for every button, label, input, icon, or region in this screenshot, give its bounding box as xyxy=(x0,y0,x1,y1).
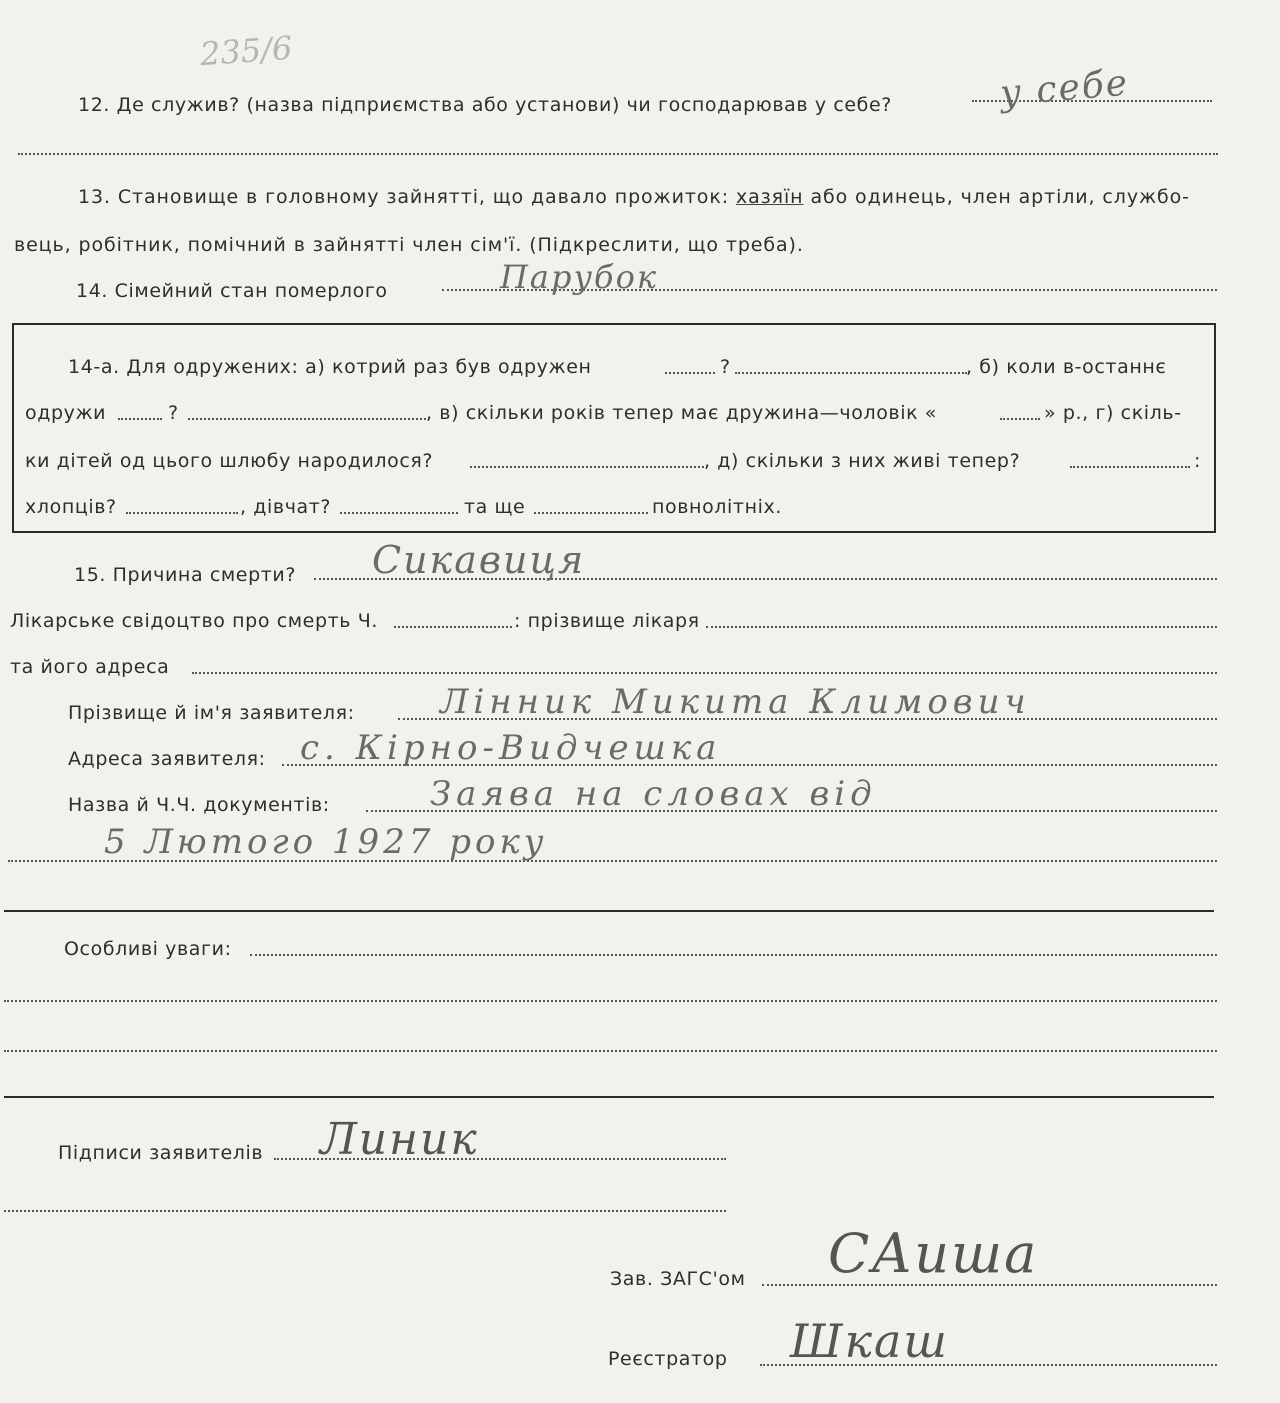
applicant-name-handwriting: Лінник Микита Климович xyxy=(440,682,1031,722)
doctor-name-label: : прізвище лікаря xyxy=(514,610,700,632)
q14a-line2-c: , в) скільки років тепер має дружина—чоловік « xyxy=(426,402,938,424)
registrar-label: Реєстратор xyxy=(608,1348,728,1370)
doctor-address-label: та його адреса xyxy=(10,656,170,678)
q14a-line2-field3 xyxy=(1000,418,1040,420)
q14a-line4-b: , дівчат? xyxy=(240,496,332,518)
q14a-line4-c: та ще xyxy=(464,496,526,518)
section-divider-1 xyxy=(4,910,1214,912)
q14a-line3-c: : xyxy=(1194,450,1202,472)
head-of-registry-label: Зав. ЗАГС'ом xyxy=(610,1268,746,1290)
q12-answer-handwriting: у себе xyxy=(998,62,1131,115)
q12-continuation-line xyxy=(18,153,1218,155)
q14a-line3-b: , д) скільки з них живі тепер? xyxy=(704,450,1021,472)
q14a-line3-a: ки дітей од цього шлюбу народилося? xyxy=(25,450,434,472)
q15-answer-handwriting: Сикавиця xyxy=(372,538,586,582)
q14a-line2-field2 xyxy=(188,418,426,420)
remarks-line-1 xyxy=(250,954,1217,956)
q14a-line2-q: ? xyxy=(168,402,179,424)
documents-handwriting-2: 5 Лютого 1927 року xyxy=(104,822,548,862)
q14a-line4-field2 xyxy=(340,512,458,514)
applicants-signature-line-2 xyxy=(4,1210,726,1212)
documents-handwriting-1: Заява на словах від xyxy=(430,774,877,814)
q14a-line2-field1 xyxy=(118,418,162,420)
q14a-line2-d: » р., г) скіль- xyxy=(1044,402,1182,424)
q14a-married-box xyxy=(12,323,1216,533)
applicants-signatures-label: Підписи заявителів xyxy=(58,1142,264,1164)
q14a-line4-field3 xyxy=(534,512,648,514)
q15-label: 15. Причина смерти? xyxy=(74,564,297,586)
section-divider-2 xyxy=(4,1096,1214,1098)
registrar-signature: Шкаш xyxy=(790,1314,949,1368)
q13-line1 xyxy=(78,186,1190,208)
medical-certificate-number-line xyxy=(394,626,512,628)
q14a-line3-field1 xyxy=(470,466,704,468)
applicant-name-label: Прізвище й ім'я заявителя: xyxy=(68,702,355,724)
remarks-line-2 xyxy=(4,1000,1217,1002)
q14-label: 14. Сімейний стан померлого xyxy=(76,280,388,302)
q14a-line4-a: хлопців? xyxy=(25,496,117,518)
q14-answer-handwriting: Парубок xyxy=(500,258,658,296)
q13-prefix: 13. Становище в головному зайнятті, що давало прожиток: xyxy=(78,186,729,208)
doctor-name-line xyxy=(706,626,1217,628)
head-of-registry-signature: САиша xyxy=(828,1222,1039,1285)
q14a-line1-q: ? xyxy=(720,356,731,378)
q13-owner-underlined: хазяїн xyxy=(735,186,804,208)
documents-label: Назва й Ч.Ч. документів: xyxy=(68,794,330,816)
applicant-address-label: Адреса заявителя: xyxy=(68,748,266,770)
doctor-address-line xyxy=(192,672,1217,674)
q13-suffix: або одинець, член артіли, службо- xyxy=(810,186,1190,208)
remarks-line-3 xyxy=(4,1050,1217,1052)
q14a-line1-a: 14-а. Для одружених: а) котрий раз був одружен xyxy=(68,356,592,378)
q14a-line4-d: повнолітніх. xyxy=(652,496,782,518)
remarks-label: Особливі уваги: xyxy=(64,938,232,960)
q14a-line2-a: одружи xyxy=(25,402,107,424)
q14a-line4-field1 xyxy=(126,512,238,514)
q14a-line1-c: , б) коли в-останнє xyxy=(966,356,1167,378)
q12-label: 12. Де служив? (назва підприємства або установи) чи господарював у себе? xyxy=(78,94,892,116)
q14a-line1-field2 xyxy=(735,372,967,374)
q13-line2: вець, робітник, помічний в зайнятті член сім'ї. (Підкреслити, що треба). xyxy=(14,234,804,256)
applicant-address-handwriting: с. Кірно-Видчешка xyxy=(300,728,722,768)
medical-certificate-label: Лікарське свідоцтво про смерть Ч. xyxy=(10,610,378,632)
archive-number-stamp: 235/6 xyxy=(198,28,294,74)
q14a-line3-field2 xyxy=(1070,466,1190,468)
q14a-line1-field1 xyxy=(665,372,715,374)
applicants-signature: Линик xyxy=(320,1114,479,1165)
